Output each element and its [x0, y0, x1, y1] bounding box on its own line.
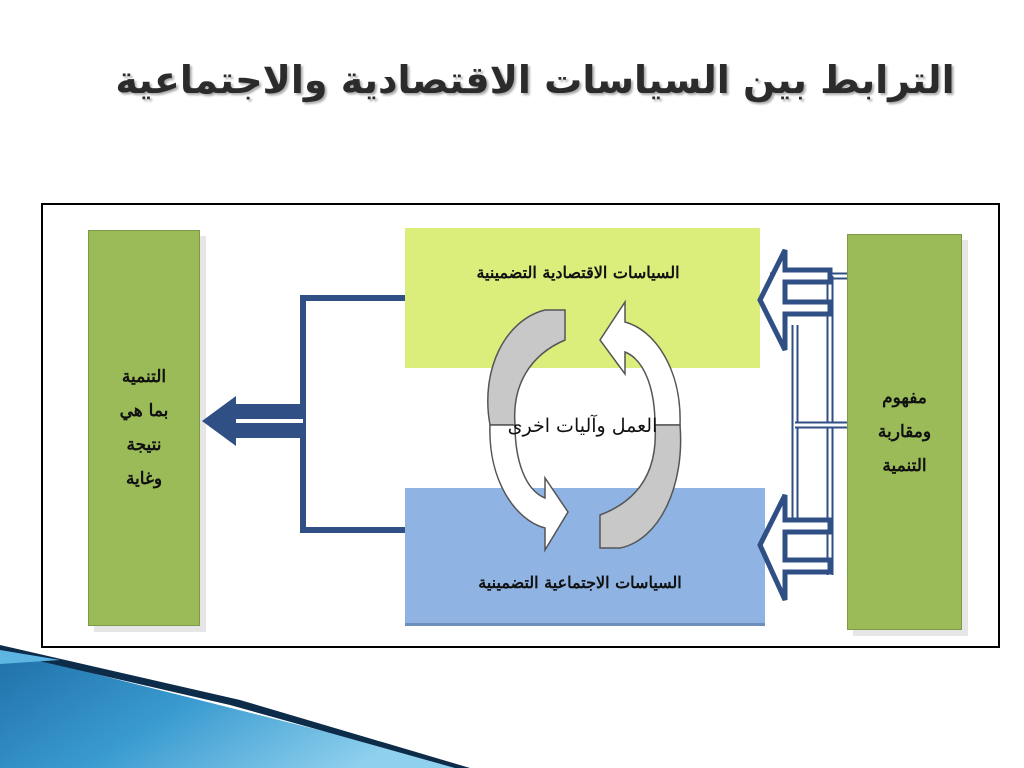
development-concept-label: مفهوم ومقاربة التنمية	[877, 388, 932, 476]
slide-title: الترابط بين السياسات الاقتصادية والاجتماعية	[115, 58, 955, 102]
cycle-arrow-gray-top	[488, 310, 565, 425]
economic-policies-label: السياسات الاقتصادية التضمينية	[476, 263, 680, 282]
cycle-label: العمل وآليات اخرى	[507, 415, 658, 437]
cycle-arrow-white-top	[600, 302, 680, 425]
development-outcome-label: التنمية بما هي نتيجة وغاية	[119, 367, 169, 489]
econ-to-outcome-connector	[303, 298, 405, 530]
social-policies-label: السياسات الاجتماعية التضمينية	[478, 573, 682, 592]
cycle-arrow-white-bottom	[490, 425, 568, 550]
cycle-arrow-gray-bottom	[600, 425, 681, 548]
